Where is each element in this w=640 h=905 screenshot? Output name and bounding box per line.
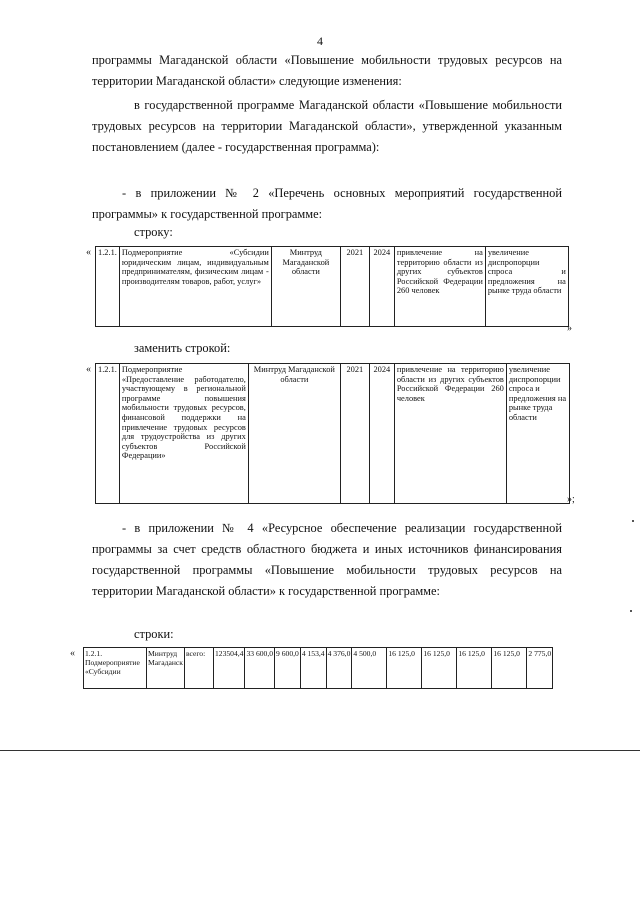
table-old-row — [95, 246, 569, 327]
table-new-row — [95, 363, 570, 504]
cell-value: 4 500,0 — [352, 648, 387, 689]
cell-effect: увеличение диспропорции спроса и предложения на рынке труда области — [485, 247, 568, 327]
paragraph-appendix-2: - в приложении № 2 «Перечень основных мероприятий государственной программы» к государственной программе: — [92, 186, 562, 221]
cell-value: 33 600,0 — [245, 648, 275, 689]
cell-value: 2 775,0 — [527, 648, 553, 689]
quote-open-3: « — [70, 648, 75, 659]
page-bottom-rule — [0, 750, 640, 751]
cell-executor: Минтруд Магаданск — [147, 648, 185, 689]
cell-result: привлечение на территорию области из других субъектов Российской Федерации 260 человек — [394, 247, 485, 327]
label-replace: заменить строкой: — [134, 341, 231, 355]
paragraph-appendix-4: - в приложении № 4 «Ресурсное обеспечение реализации государственной программы за счет средств областного бюджета и иных источников финансирования государственной программы «Повышение мобильности трудовых ресурсов на территории Магаданской области» к государственной программе: — [92, 521, 562, 598]
cell-value: 4 153,4 — [300, 648, 326, 689]
cell-value: 16 125,0 — [492, 648, 527, 689]
table-row — [96, 364, 570, 504]
quote-close-semicolon: »; — [567, 494, 575, 505]
paragraph-intro: программы Магаданской области «Повышение мобильности трудовых ресурсов на территории Магаданской области» следующие изменения: — [92, 53, 562, 88]
cell-result: привлечение на территорию области из других субъектов Российской Федерации 260 человек — [394, 364, 506, 504]
label-row: строку: — [134, 225, 173, 239]
cell-num: 1.2.1. — [96, 364, 120, 504]
cell-start-year: 2021 — [340, 247, 369, 327]
cell-value: 123504,4 — [213, 648, 244, 689]
cell-executor: Минтруд Магаданской области — [248, 364, 340, 504]
table-row — [84, 648, 553, 689]
cell-value: 16 125,0 — [457, 648, 492, 689]
scan-speck — [632, 520, 634, 522]
quote-open-2: « — [86, 364, 91, 375]
cell-executor: Минтруд Магаданской области — [271, 247, 340, 327]
cell-num: 1.2.1. Подмероприятие «Субсидии — [84, 648, 147, 689]
cell-effect: увеличение диспропорции спроса и предложения на рынке труда области — [506, 364, 569, 504]
table-budget — [83, 647, 553, 689]
cell-end-year: 2024 — [369, 247, 394, 327]
cell-value: 16 125,0 — [387, 648, 422, 689]
page-number: 4 — [317, 34, 323, 48]
quote-close-1: » — [567, 323, 572, 334]
cell-value: 9 600,0 — [275, 648, 301, 689]
label-rows: строки: — [134, 627, 174, 641]
cell-end-year: 2024 — [369, 364, 394, 504]
scan-speck — [630, 610, 632, 612]
paragraph-program: в государственной программе Магаданской области «Повышение мобильности трудовых ресурсов на территории Магаданской области», утвержденной указанным постановлением (далее - государственная программа): — [92, 98, 562, 154]
cell-kind: всего: — [184, 648, 213, 689]
cell-value: 4 376,0 — [326, 648, 352, 689]
cell-name: Подмероприятие «Предоставление работодателю, участвующему в региональной программе повышения мобильности трудовых ресурсов, финансовой поддержки на привлечение трудовых ресурсов для трудоустройства из других субъектов Российской Федерации» — [119, 364, 248, 504]
cell-start-year: 2021 — [340, 364, 369, 504]
cell-value: 16 125,0 — [422, 648, 457, 689]
quote-open-1: « — [86, 247, 91, 258]
table-row — [96, 247, 569, 327]
cell-num: 1.2.1. — [96, 247, 120, 327]
cell-name: Подмероприятие «Субсидии юридическим лицам, индивидуальным предпринимателям, физическим лицам - производителям товаров, работ, услуг» — [119, 247, 271, 327]
